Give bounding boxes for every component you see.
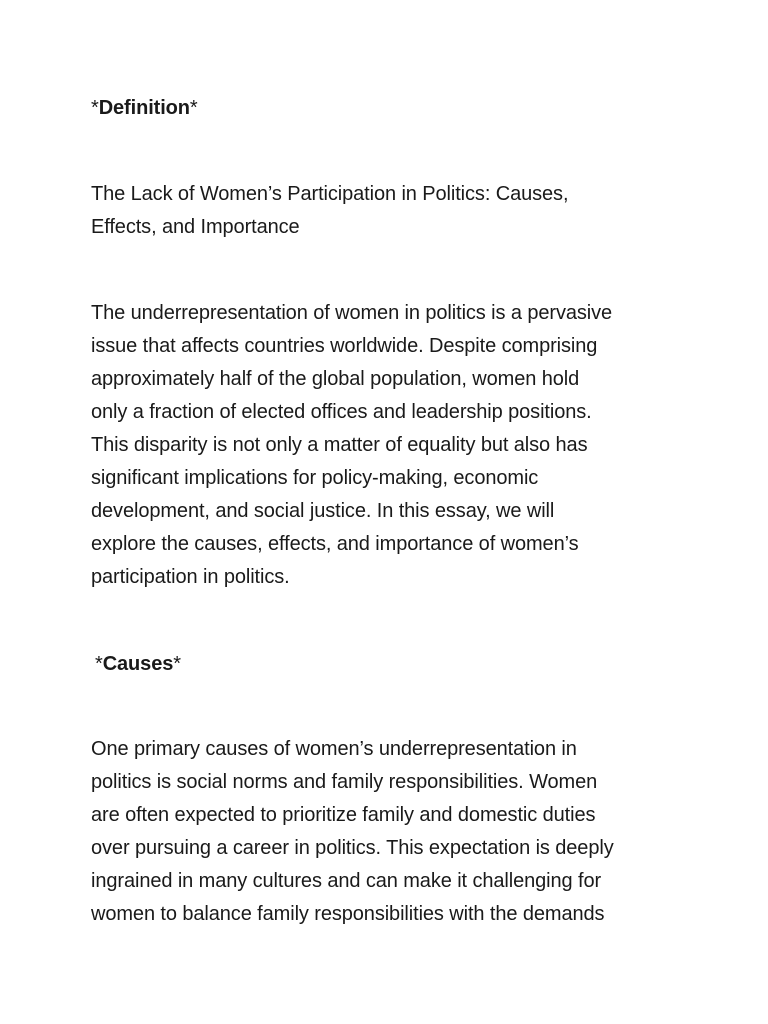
text-line: are often expected to prioritize family and domestic duties (91, 804, 596, 826)
text-line: women to balance family responsibilities with the demands (91, 903, 605, 925)
definition-heading-label: Definition (98, 97, 190, 119)
text-line: ingrained in many cultures and can make it challenging for (91, 870, 602, 892)
text-line: This disparity is not only a matter of equality but also has (91, 434, 588, 456)
essay-title (91, 178, 691, 244)
text-line: Effects, and Importance (91, 216, 300, 238)
intro-paragraph (91, 297, 691, 594)
heading-marker: * (91, 97, 99, 119)
causes-heading-label: Causes (102, 653, 174, 675)
text-line: over pursuing a career in politics. This expectation is deeply (91, 837, 614, 859)
text-line: significant implications for policy-making, economic (91, 467, 539, 489)
text-line: only a fraction of elected offices and leadership positions. (91, 401, 592, 423)
definition-heading (91, 95, 691, 121)
text-line: approximately half of the global population, women hold (91, 368, 580, 390)
causes-heading (95, 651, 695, 677)
causes-paragraph (91, 733, 691, 931)
heading-marker: * (173, 653, 181, 675)
heading-marker: * (95, 653, 103, 675)
text-line: The Lack of Women’s Participation in Politics: Causes, (91, 183, 569, 205)
text-line: participation in politics. (91, 566, 290, 588)
heading-marker: * (189, 97, 198, 119)
text-line: explore the causes, effects, and importance of women’s (91, 533, 579, 555)
text-line: One primary causes of women’s underrepresentation in (91, 738, 577, 760)
text-line: issue that affects countries worldwide. Despite comprising (91, 335, 598, 357)
text-line: The underrepresentation of women in politics is a pervasive (91, 302, 613, 324)
text-line: development, and social justice. In this essay, we will (91, 500, 555, 522)
text-line: politics is social norms and family responsibilities. Women (91, 771, 598, 793)
